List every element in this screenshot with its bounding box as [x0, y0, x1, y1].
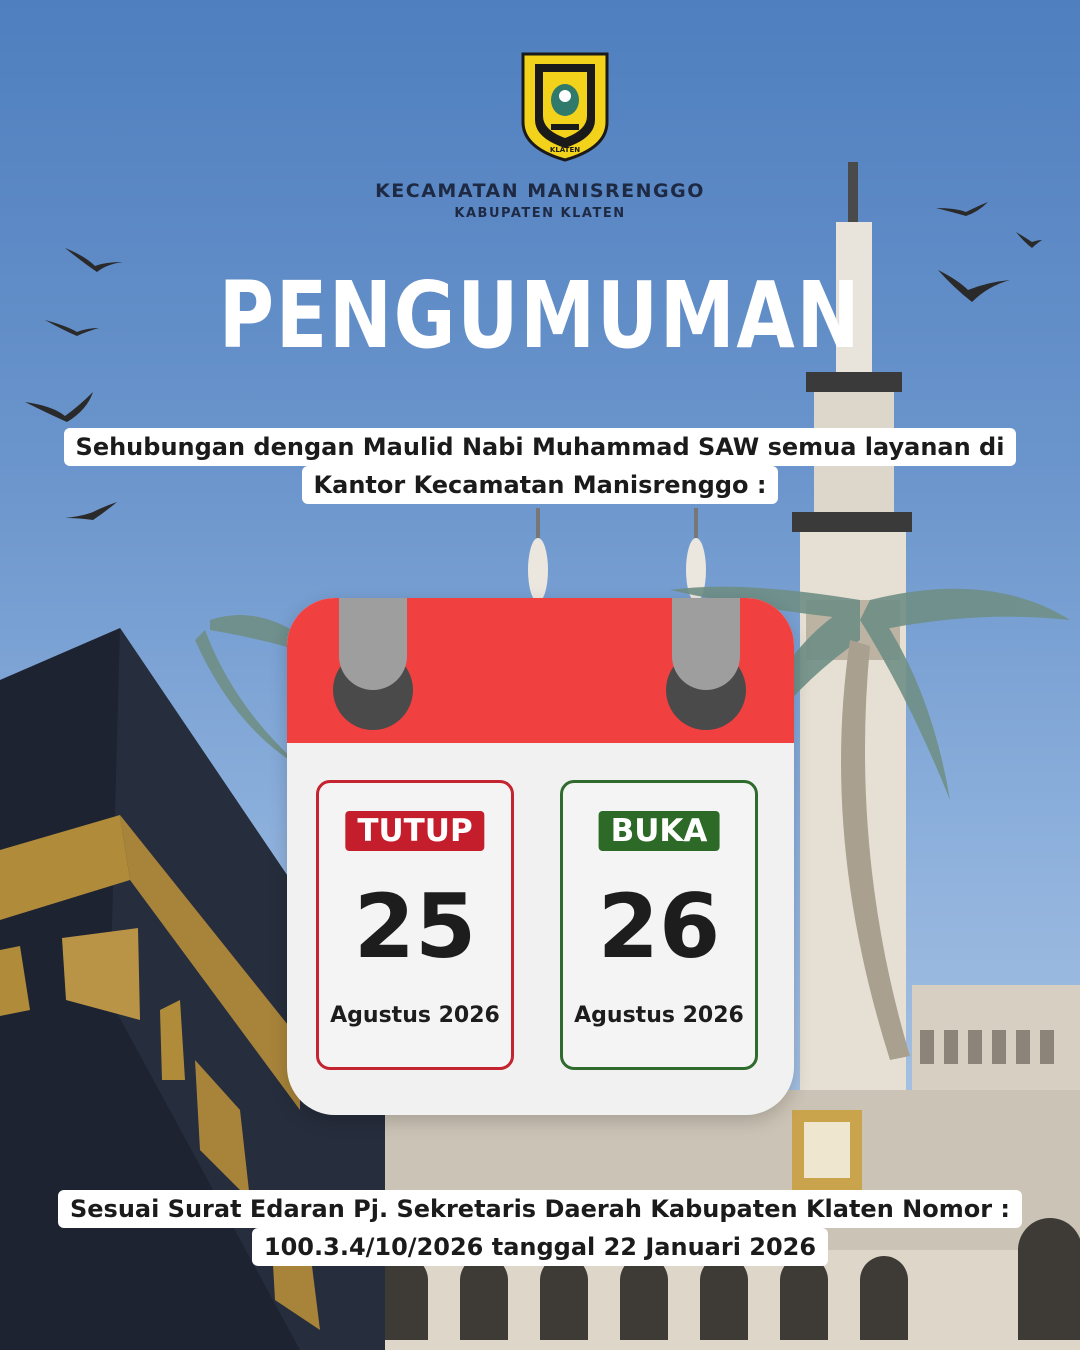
calendar-card: [287, 598, 794, 1115]
organization-subtitle: KABUPATEN KLATEN: [454, 206, 626, 221]
footer-text: [0, 1190, 1080, 1266]
closed-label: TUTUP: [345, 811, 484, 851]
intro-text: [0, 428, 1080, 504]
klaten-regency-logo: [521, 52, 609, 162]
footer-line-1: Sesuai Surat Edaran Pj. Sekretaris Daerah Kabupaten Klaten Nomor :: [58, 1190, 1022, 1228]
open-label: BUKA: [599, 811, 720, 851]
svg-text:KLATEN: KLATEN: [549, 146, 581, 154]
open-date-box: [560, 780, 758, 1070]
open-month: Agustus 2026: [574, 1003, 744, 1028]
closed-month: Agustus 2026: [330, 1003, 500, 1028]
footer-line-2: 100.3.4/10/2026 tanggal 22 Januari 2026: [252, 1228, 828, 1266]
closed-day: 25: [353, 875, 477, 978]
closed-date-box: [316, 780, 514, 1070]
dome-finials-decoration: [528, 508, 706, 602]
intro-line-1: Sehubungan dengan Maulid Nabi Muhammad SAW semua layanan di: [64, 428, 1017, 466]
organization-name: KECAMATAN MANISRENGGO: [375, 180, 705, 202]
announcement-title: PENGUMUMAN: [218, 262, 862, 369]
calendar-ring-right: [672, 598, 740, 690]
calendar-ring-left: [339, 598, 407, 690]
intro-line-2: Kantor Kecamatan Manisrenggo :: [302, 466, 779, 504]
open-day: 26: [597, 875, 721, 978]
